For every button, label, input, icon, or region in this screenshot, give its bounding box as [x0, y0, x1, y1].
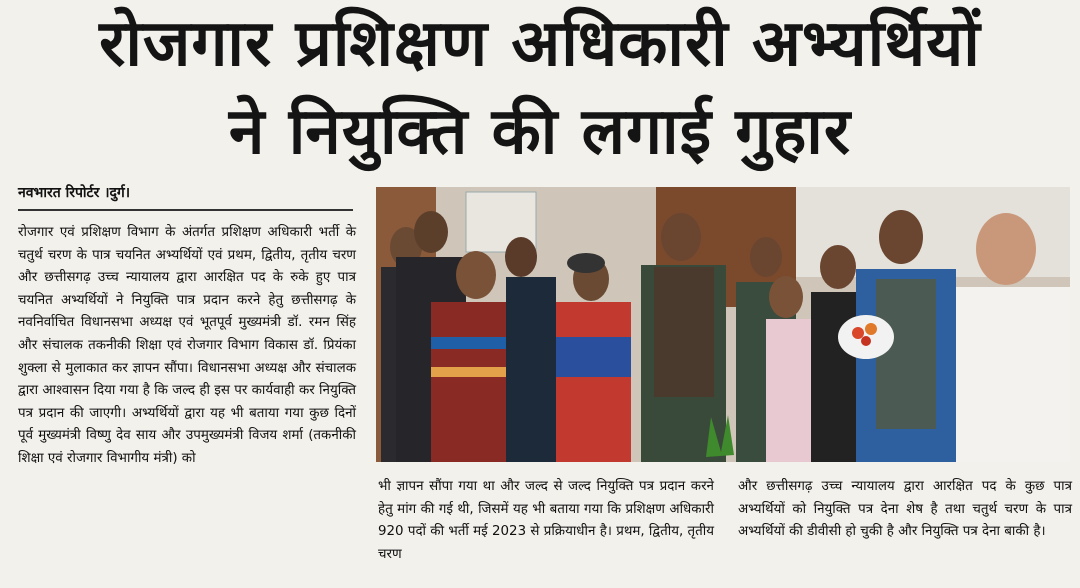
group-photo-illustration: [376, 187, 1070, 462]
news-photo: [376, 187, 1070, 462]
article-column-1: रोजगार एवं प्रशिक्षण विभाग के अंतर्गत प्रशिक्षण अधिकारी भर्ती के चतुर्थ चरण के पात्र चयनित अभ्यर्थियों एवं प्रथम, द्वितीय, तृतीय चरण और छत्तीसगढ़ उच्च न्यायालय द्वारा आरक्षित पद के रुके हुए पात्र चयनित अभ्यर्थियों ने नियुक्ति पात्र प्रदान करने हेतु छत्तीसगढ़ के नवनिर्वाचित विधानसभा अध्यक्ष एवं भूतपूर्व मुख्यमंत्री डॉ. रमन सिंह और संचालक तकनीकी शिक्षा एवं रोजगार विभाग विकास डॉ. प्रियंका शुक्ला से मुलाकात कर ज्ञापन सौंपा। विधानसभा अध्यक्ष और संचालक द्वारा आश्वासन दिया गया है कि जल्द ही इस पर कार्यवाही कर नियुक्ति पत्र प्रदान की जाएगी। अभ्यर्थियों द्वारा यह भी बताया गया कुछ दिनों पूर्व मुख्यमंत्री विष्णु देव साय और उपमुख्यमंत्री विजय शर्मा (तकनीकी शिक्षा एवं रोजगार विभागीय मंत्री) को: [18, 225, 356, 466]
headline: [0, 0, 1080, 180]
headline-line-2: ने नियुक्ति की लगाई गुहार: [228, 95, 852, 169]
article-column-3: और छत्तीसगढ़ उच्च न्यायालय द्वारा आरक्षित पद के कुछ पात्र अभ्यर्थियों को नियुक्ति पत्र देना शेष है तथा चतुर्थ चरण के पात्र अभ्यर्थियों की डीवीसी हो चुकी है और नियुक्ति पत्र देना बाकी है।: [738, 479, 1072, 540]
byline: नवभारत रिपोर्टर ।दुर्ग।: [18, 185, 131, 201]
headline-line-1: रोजगार प्रशिक्षण अधिकारी अभ्यर्थियों: [99, 7, 981, 81]
byline-divider: [18, 209, 353, 211]
article-column-2: भी ज्ञापन सौंपा गया था और जल्द से जल्द नियुक्ति पत्र प्रदान करने हेतु मांग की गई थी, जिसमें यह भी बताया गया कि प्रशिक्षण अधिकारी 920 पदों की भर्ती मई 2023 से प्रक्रियाधीन है। प्रथम, द्वितीय, तृतीय चरण: [378, 479, 714, 562]
